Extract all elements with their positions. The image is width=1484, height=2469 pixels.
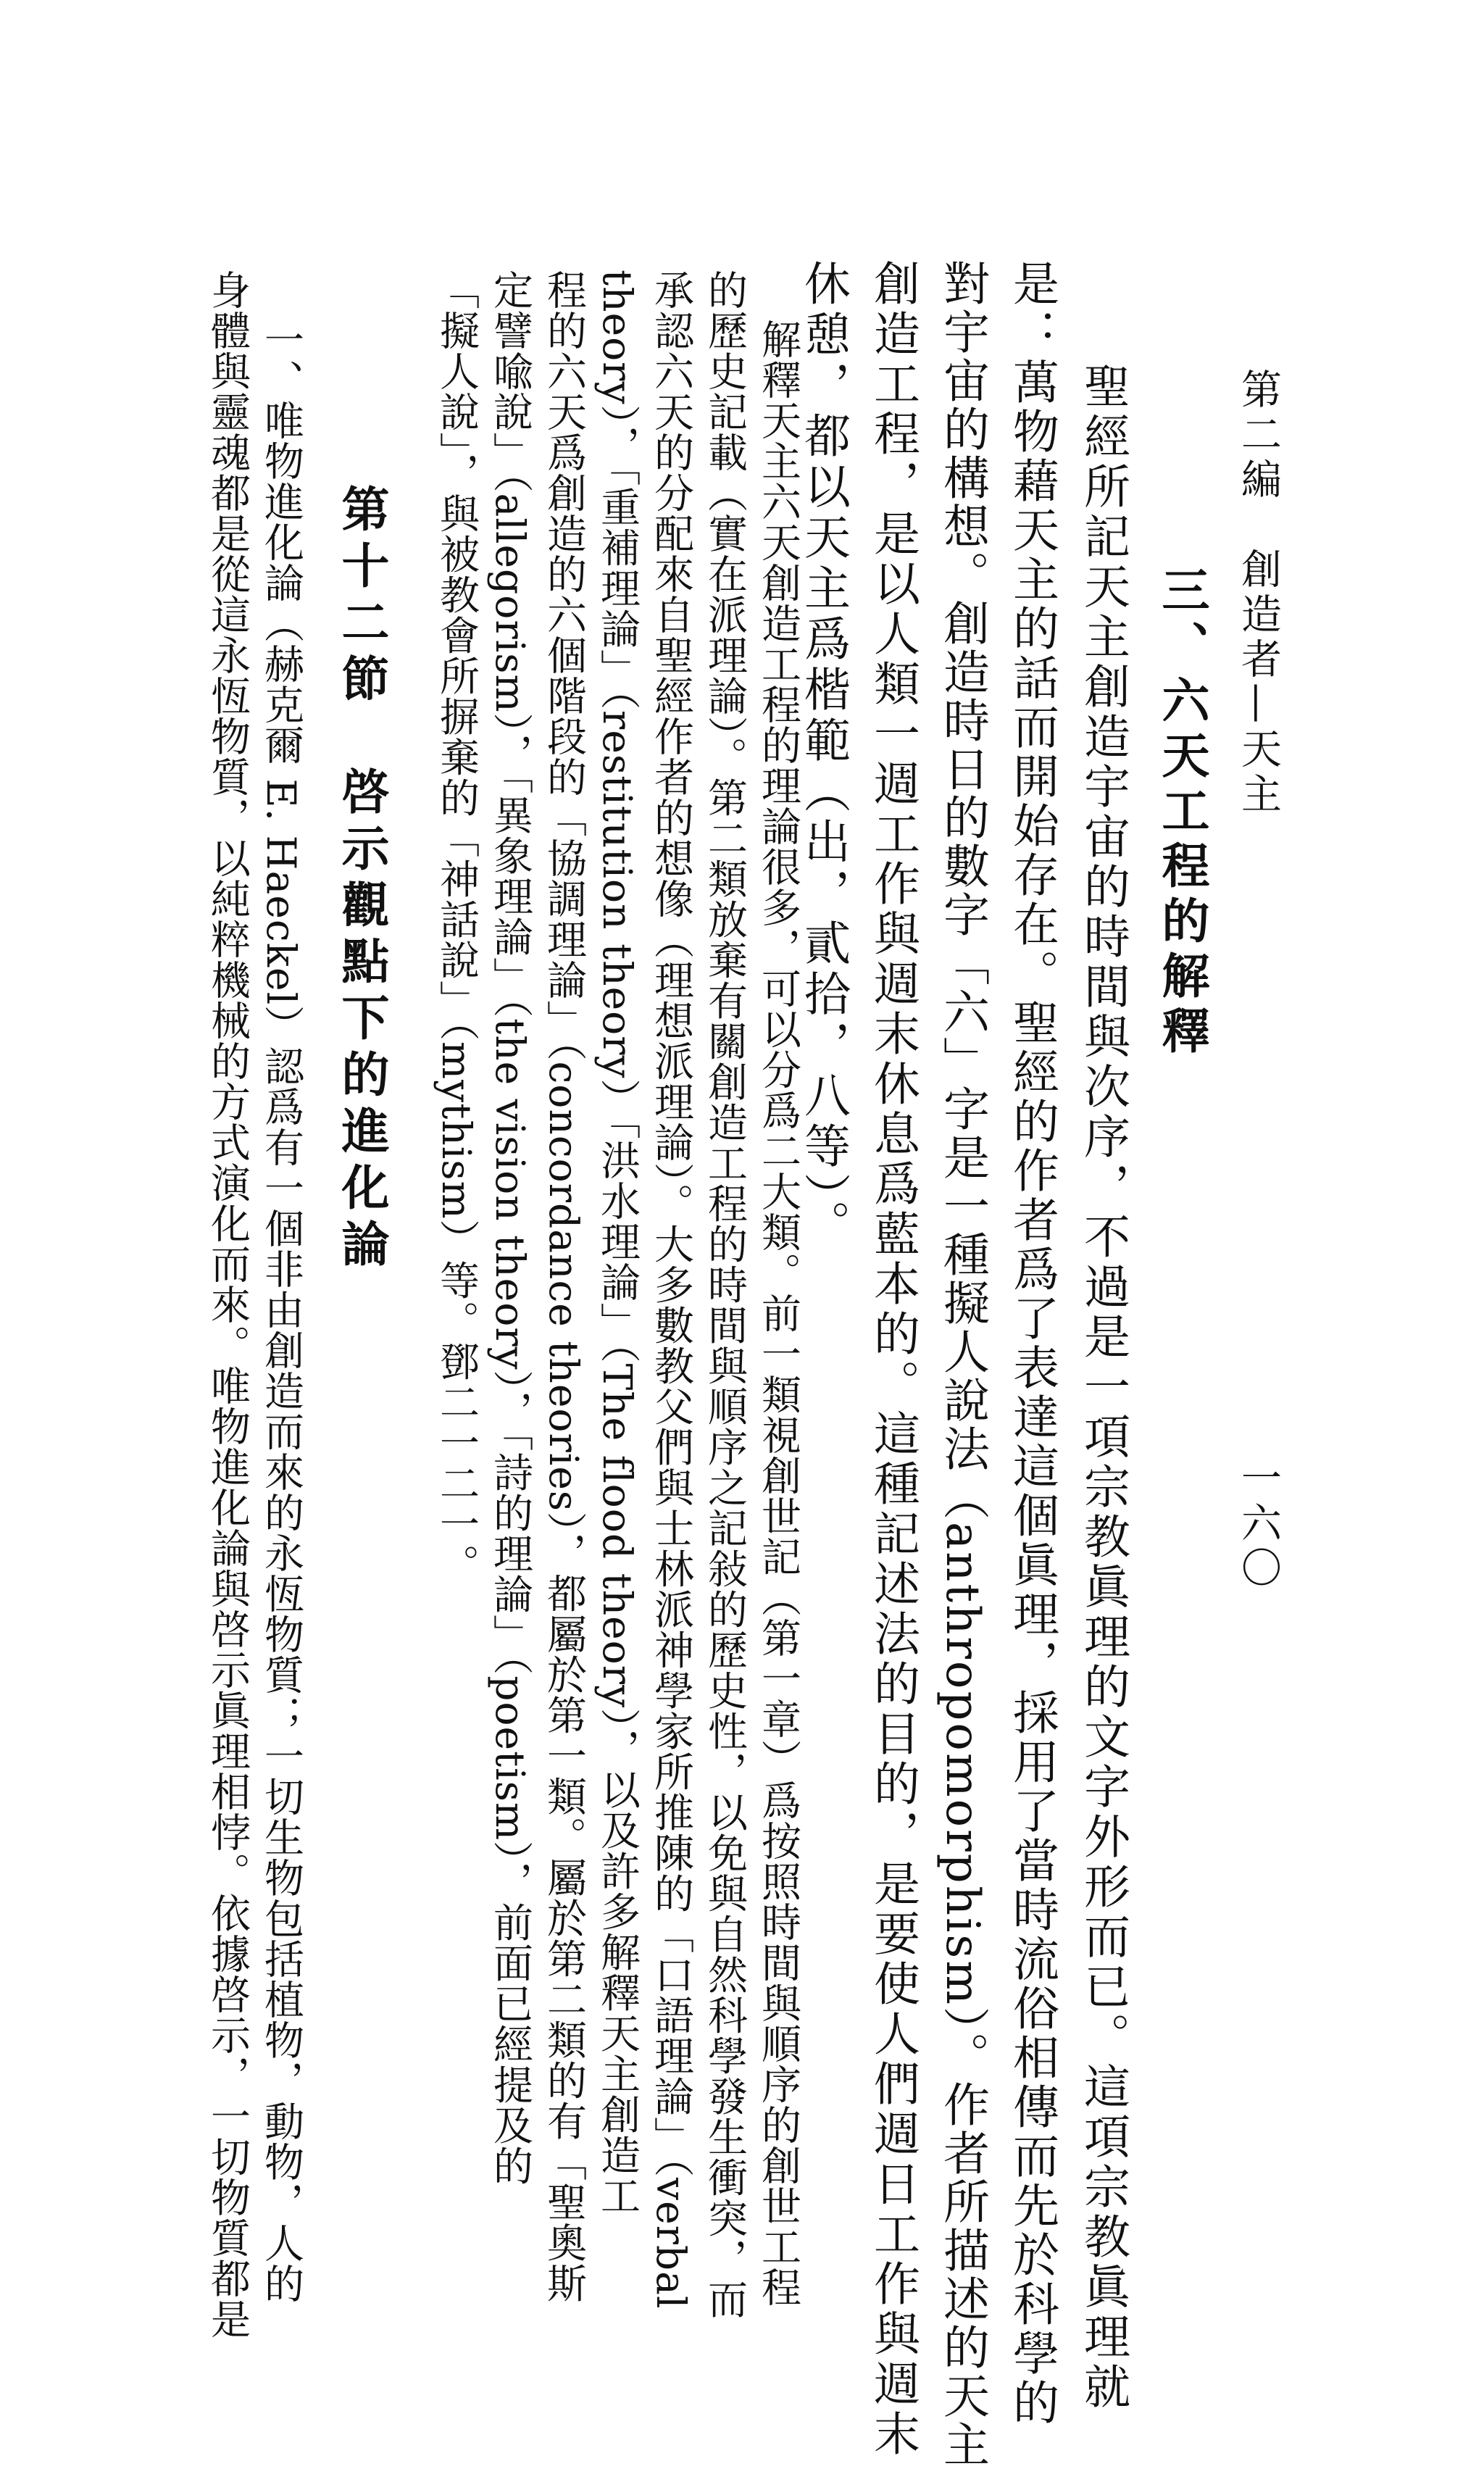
paragraph2-line: 的歷史記載（實在派理論）。第二類放棄有關創造工程的時間與順序之記敍的歷史性，以免與自然科學發生衝突，而 xyxy=(701,270,748,2320)
paragraph2-line: theory），「重補理論」（restitution theory）「洪水理論」（The flood theory），以及許多解釋天主創造工 xyxy=(594,270,641,2216)
paragraph3-line: 身體與靈魂都是從這永恆物質，以純粹機械的方式演化而來。唯物進化論與啓示眞理相悖。依據啓示，一切物質都是 xyxy=(204,270,251,2339)
paragraph1-line: 對宇宙的構想。創造時日的數字「六」字是一種擬人說法（anthropomorphism）。作者所描述的天主 xyxy=(935,259,989,2469)
running-header-chapter: 第二編 創造者—天主 xyxy=(1235,368,1282,817)
paragraph2-line: 解釋天主六天創造工程的理論很多，可以分爲二大類。前一類視創世記（第一章）爲按照時間與順序的創世工程 xyxy=(755,319,801,2307)
section-heading: 三、六天工程的解釋 xyxy=(1154,565,1210,1061)
page-number: 一六〇 xyxy=(1235,1457,1282,1591)
section12-heading: 第十二節 啓示觀點下的進化論 xyxy=(333,484,390,1275)
paragraph1-line: 休憩，都以天主爲楷範（出，貳拾，八等）。 xyxy=(796,259,850,1251)
paragraph1-line: 是：萬物藉天主的話而開始存在。聖經的作者爲了表達這個眞理，採用了當時流俗相傳而先於科學的 xyxy=(1005,259,1059,2428)
paragraph1-line: 聖經所記天主創造宇宙的時間與次序，不過是一項宗教眞理的文字外形而已。這項宗教眞理就 xyxy=(1076,362,1130,2412)
paragraph2-line: 承認六天的分配來自聖經作者的想像（理想派理論）。大多數教父們與士林派神學家所推陳的「口語理論」（verbal xyxy=(648,270,694,2310)
paragraph3-line: 一、唯物進化論（赫克爾 E. Haeckel）認爲有一個非由創造而來的永恆物質；一切生物包括植物，動物，人的 xyxy=(258,319,304,2304)
paragraph2-line: 定譬喩說」（allegorism），「異象理論」（the vision theory），「詩的理論」（poetism），前面已經提及的 xyxy=(487,270,533,2186)
paragraph2-line: 程的六天爲創造的六個階段的「協調理論」（concordance theories），都屬於第一類。屬於第二類的有「聖奧斯 xyxy=(541,270,587,2304)
paragraph1-line: 創造工程，是以人類一週工作與週末休息爲藍本的。這種記述法的目的，是要使人們週日工作與週末 xyxy=(866,259,920,2460)
paragraph2-line: 「擬人說」，與被教會所摒棄的「神話說」（mythism）等。鄧二一二一。 xyxy=(433,270,480,1585)
